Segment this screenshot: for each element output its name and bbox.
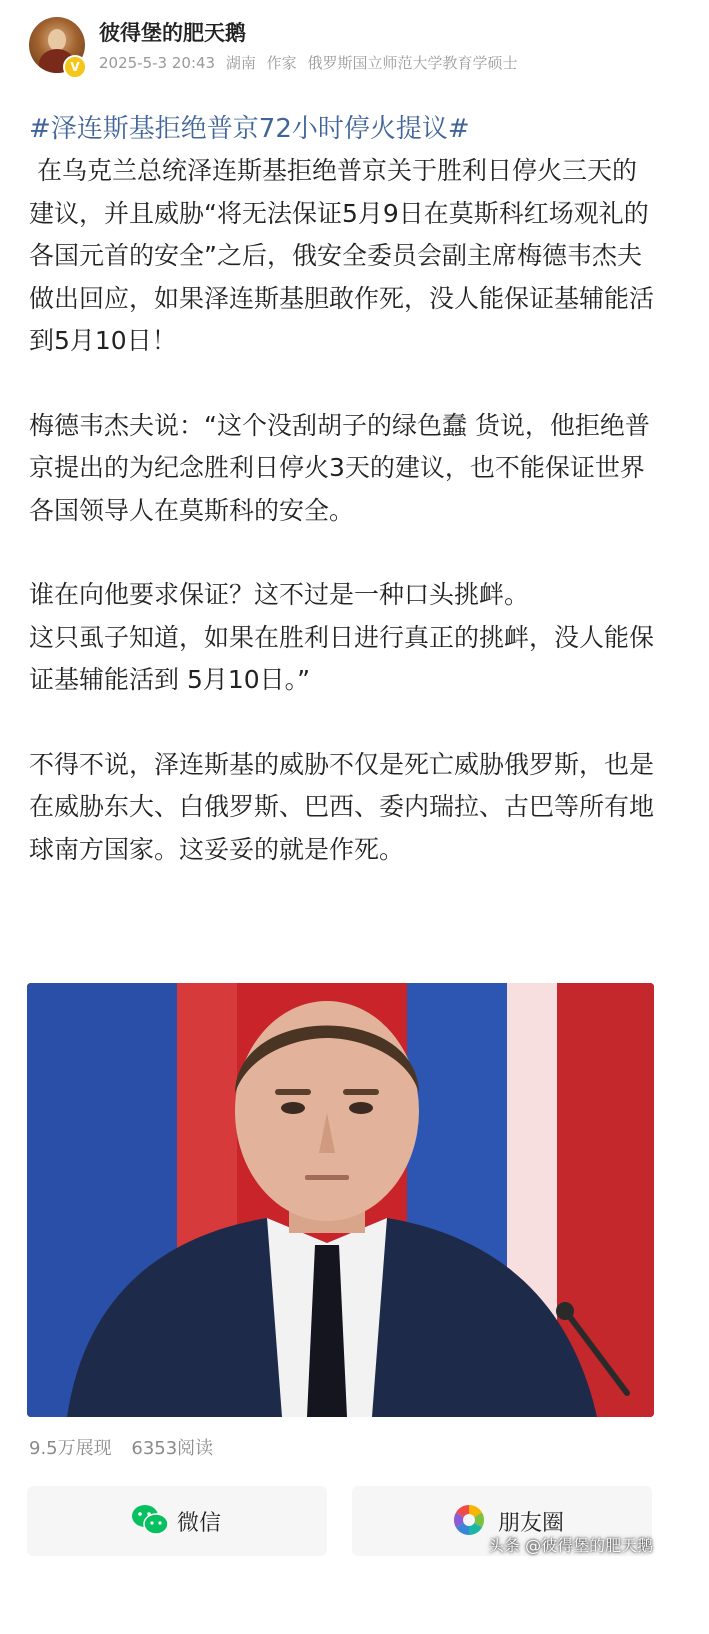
author-role: 作家 xyxy=(266,54,297,72)
post-photo[interactable] xyxy=(27,983,654,1417)
post-paragraph: 在乌克兰总统泽连斯基拒绝普京关于胜利日停火三天的建议，并且威胁“将无法保证5月9日在莫斯科红场观礼的各国元首的安全”之后，俄安全委员会副主席梅德韦杰夫做出回应，如果泽连斯基胆敢作死，没人能保证基辅能活到5月10日！ xyxy=(29,156,655,355)
post-stats xyxy=(29,1434,227,1460)
author-credential: 俄罗斯国立师范大学教育学硕士 xyxy=(307,54,518,72)
share-wechat-button[interactable] xyxy=(27,1486,327,1556)
reads-count: 6353阅读 xyxy=(131,1438,214,1459)
share-moments-label: 朋友圈 xyxy=(498,1511,565,1536)
post-body xyxy=(29,150,659,913)
verified-badge-icon: V xyxy=(63,55,87,79)
post-paragraph: 梅德韦杰夫说：“这个没刮胡子的绿色蠢 货说，他拒绝普京提出的为纪念胜利日停火3天的建议，也不能保证世界各国领导人在莫斯科的安全。 xyxy=(29,410,650,525)
post-datetime: 2025-5-3 20:43 xyxy=(99,54,216,72)
photo-illustration xyxy=(27,983,654,1417)
post-header xyxy=(0,0,709,90)
avatar-face xyxy=(48,29,66,51)
impressions-count: 9.5万展现 xyxy=(29,1438,112,1459)
post-paragraph: 谁在向他要求保证？这不过是一种口头挑衅。 这只虱子知道，如果在胜利日进行真正的挑衅，没人能保证基辅能活到 5月10日。” xyxy=(29,580,655,694)
topic-hashtag[interactable]: #泽连斯基拒绝普京72小时停火提议# xyxy=(29,114,470,144)
share-wechat-label: 微信 xyxy=(177,1511,222,1536)
post-paragraph: 不得不说，泽连斯基的威胁不仅是死亡威胁俄罗斯，也是在威胁东大、白俄罗斯、巴西、委内瑞拉、古巴等所有地球南方国家。这妥妥的就是作死。 xyxy=(29,749,655,864)
post-meta xyxy=(99,52,523,73)
moments-icon xyxy=(452,1503,486,1537)
post-location: 湖南 xyxy=(225,54,256,72)
toutiao-watermark: 头条 @彼得堡的肥天鹅 xyxy=(488,1536,654,1555)
wechat-icon xyxy=(131,1504,169,1536)
author-name[interactable]: 彼得堡的肥天鹅 xyxy=(99,21,246,45)
